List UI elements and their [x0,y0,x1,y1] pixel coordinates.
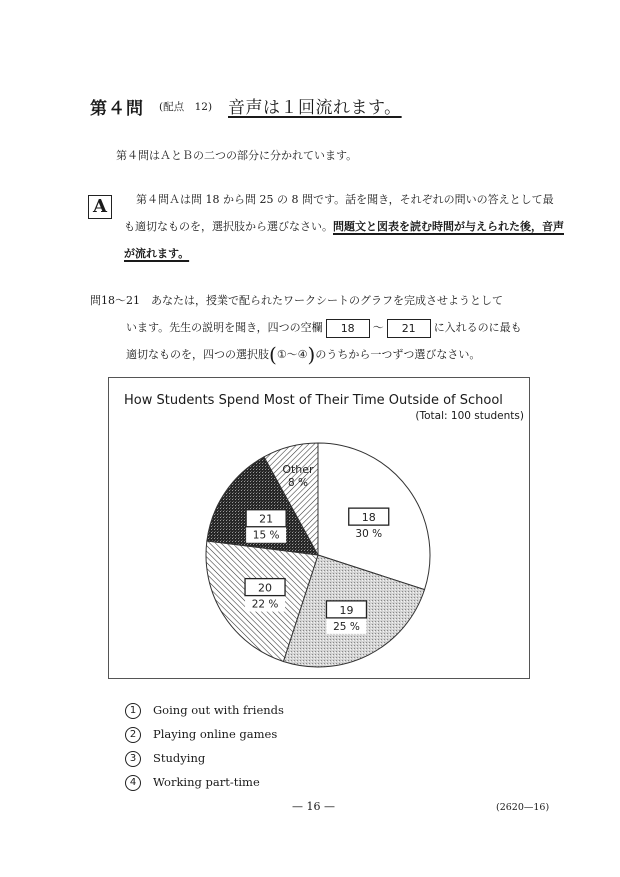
slice-value-21: 15 % [252,529,280,542]
tilde: ～ [372,321,384,334]
option-number: 2 [125,727,141,743]
line2-post: に入れるのに最も [433,321,522,334]
option-4 [125,775,260,791]
option-number: 4 [125,775,141,791]
slice-label-other: Other [282,462,314,476]
slice-label-21: 21 [259,512,274,526]
line3-pre: 適切なものを，四つの選択肢 [126,348,269,361]
slice-label-19: 19 [339,603,354,617]
option-range: ①～④ [276,348,308,361]
intro-text: 第４問はＡとＢの二つの部分に分かれています。 [116,149,358,162]
blank-18: 18 [326,319,370,338]
line2-pre: います。先生の説明を聞き，四つの空欄 [126,321,323,334]
blank-21: 21 [387,319,431,338]
line3-post: のうちから一つずつ選びなさい。 [315,348,481,361]
section-a-underlined: 問題文と図表を読む時間が与えられた後，音声が流れます。 [124,220,564,260]
option-2 [125,727,277,743]
option-3 [125,751,205,767]
question-label: 第４問 [90,99,144,119]
question-line1: あなたは，授業で配られたワークシートのグラフを完成させようとして [151,294,503,307]
question-number: 問18～21 [90,294,140,307]
page-number: — 16 — [292,800,335,813]
section-a-label: A [88,195,112,219]
option-text: Going out with friends [153,703,284,717]
points-label: (配点 12) [159,101,213,113]
slice-value-18: 30 % [355,528,383,541]
chart-title: How Students Spend Most of Their Time Outside of School [124,393,503,408]
slice-value-other: 8 % [287,476,308,489]
slice-label-18: 18 [361,511,376,525]
section-a-text: 第４問Ａは問 18 から問 25 の 8 問です。話を聞き，それぞれの問いの答えとして最も適切なものを，選択肢から選びなさい。 [124,193,554,233]
slice-value-19: 25 % [333,620,360,633]
option-text: Playing online games [153,727,278,741]
option-1 [125,703,284,719]
option-text: Studying [153,751,206,765]
chart-subtitle: (Total: 100 students) [415,410,524,422]
option-number: 1 [125,703,141,719]
slice-label-20: 20 [258,581,273,595]
option-text: Working part-time [153,775,260,789]
question-line3: 適切なものを，四つの選択肢(①～④)のうちから一つずつ選びなさい。 [126,342,481,367]
slice-value-20: 22 % [251,598,279,611]
page-code: (2620—16) [496,802,550,813]
option-number: 3 [125,751,141,767]
audio-note: 音声は１回流れます。 [228,98,402,118]
